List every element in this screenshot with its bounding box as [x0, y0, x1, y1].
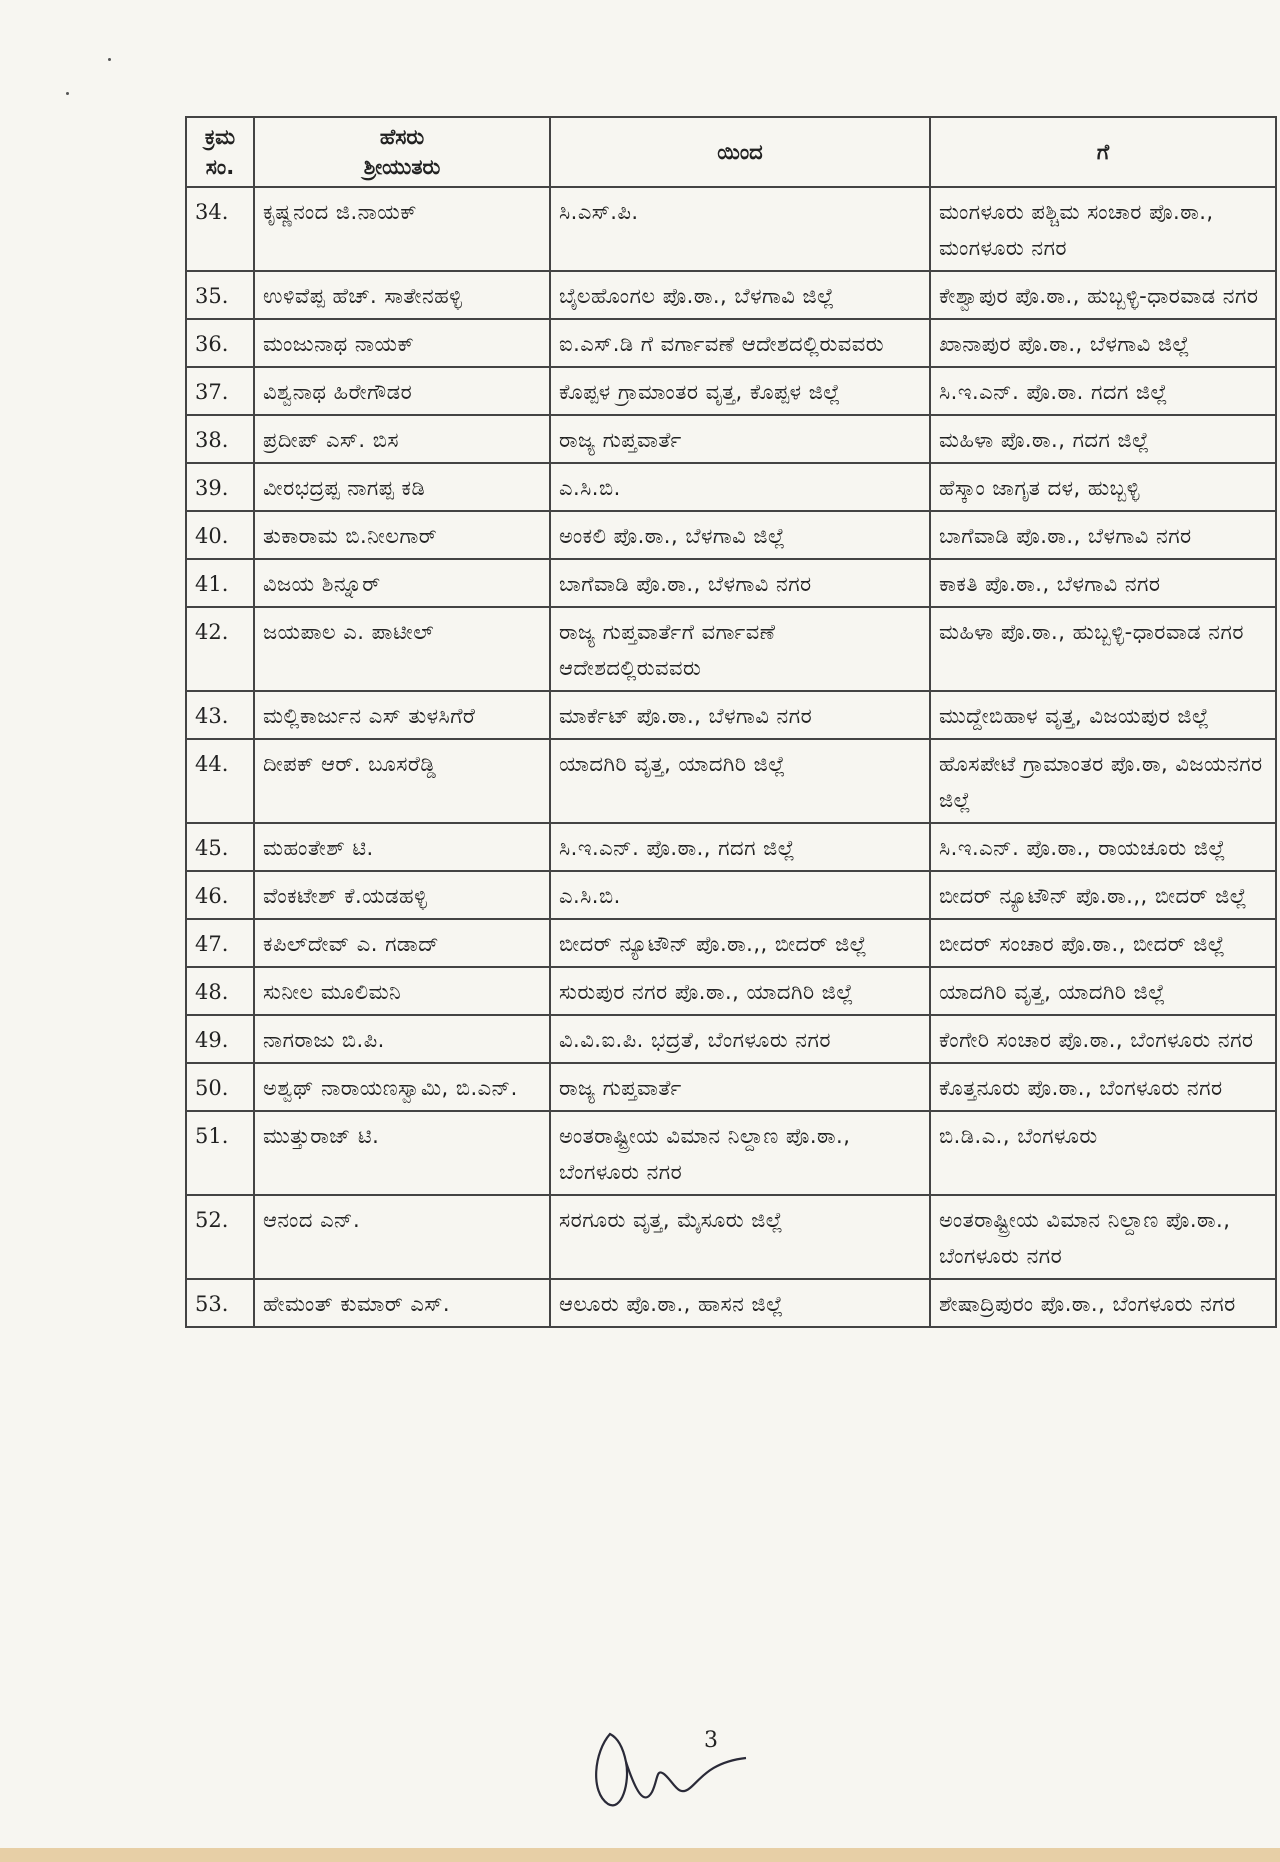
table-row: [186, 1063, 1276, 1111]
from-posting: ರಾಜ್ಯ ಗುಪ್ತವಾರ್ತೆ: [550, 415, 930, 463]
from-posting: ವಿ.ವಿ.ಐ.ಪಿ. ಭದ್ರತೆ, ಬೆಂಗಳೂರು ನಗರ: [550, 1015, 930, 1063]
serial-number: 53.: [186, 1279, 254, 1327]
from-posting: ಆಲೂರು ಪೊ.ಠಾ., ಹಾಸನ ಜಿಲ್ಲೆ: [550, 1279, 930, 1327]
table-row: [186, 919, 1276, 967]
serial-number: 44.: [186, 739, 254, 823]
serial-number: 51.: [186, 1111, 254, 1195]
table-row: [186, 415, 1276, 463]
table-row: [186, 463, 1276, 511]
table-row: [186, 1111, 1276, 1195]
table-row: [186, 271, 1276, 319]
transfer-table: [185, 116, 1277, 1328]
transfer-list: [185, 116, 1263, 1328]
table-row: [186, 1015, 1276, 1063]
table-row: [186, 739, 1276, 823]
from-posting: ರಾಜ್ಯ ಗುಪ್ತವಾರ್ತೆಗೆ ವರ್ಗಾವಣೆ ಆದೇಶದಲ್ಲಿರುವವರು: [550, 607, 930, 691]
officer-name: ಕೃಷ್ಣನಂದ ಜಿ.ನಾಯಕ್: [254, 187, 550, 271]
serial-number: 39.: [186, 463, 254, 511]
from-posting: ಮಾರ್ಕೆಟ್ ಪೊ.ಠಾ., ಬೆಳಗಾವಿ ನಗರ: [550, 691, 930, 739]
to-posting: ಮಹಿಳಾ ಪೊ.ಠಾ., ಹುಬ್ಬಳ್ಳಿ-ಧಾರವಾಡ ನಗರ: [930, 607, 1276, 691]
from-posting: ಯಾದಗಿರಿ ವೃತ್ತ, ಯಾದಗಿರಿ ಜಿಲ್ಲೆ: [550, 739, 930, 823]
from-posting: ಬಾಗೆವಾಡಿ ಪೊ.ಠಾ., ಬೆಳಗಾವಿ ನಗರ: [550, 559, 930, 607]
to-posting: ಕೊತ್ತನೂರು ಪೊ.ಠಾ., ಬೆಂಗಳೂರು ನಗರ: [930, 1063, 1276, 1111]
serial-number: 38.: [186, 415, 254, 463]
serial-number: 48.: [186, 967, 254, 1015]
to-posting: ಹೆಸ್ಕಾಂ ಜಾಗೃತ ದಳ, ಹುಬ್ಬಳ್ಳಿ: [930, 463, 1276, 511]
to-posting: ಕೆಂಗೇರಿ ಸಂಚಾರ ಪೊ.ಠಾ., ಬೆಂಗಳೂರು ನಗರ: [930, 1015, 1276, 1063]
serial-number: 47.: [186, 919, 254, 967]
from-posting: ಎ.ಸಿ.ಬಿ.: [550, 463, 930, 511]
serial-number: 52.: [186, 1195, 254, 1279]
serial-number: 40.: [186, 511, 254, 559]
to-posting: ಕಾಕತಿ ಪೊ.ಠಾ., ಬೆಳಗಾವಿ ನಗರ: [930, 559, 1276, 607]
header-name-line1: ಹೆಸರು: [379, 125, 425, 149]
header-serial-line2: ಸಂ.: [205, 155, 235, 179]
officer-name: ಕಪಿಲ್‌ದೇವ್ ಎ. ಗಡಾದ್: [254, 919, 550, 967]
serial-number: 35.: [186, 271, 254, 319]
to-posting: ಖಾನಾಪುರ ಪೊ.ಠಾ., ಬೆಳಗಾವಿ ಜಿಲ್ಲೆ: [930, 319, 1276, 367]
column-header-name: [254, 117, 550, 187]
officer-name: ನಾಗರಾಜು ಬಿ.ಪಿ.: [254, 1015, 550, 1063]
to-posting: ಮುದ್ದೇಬಿಹಾಳ ವೃತ್ತ, ವಿಜಯಪುರ ಜಿಲ್ಲೆ: [930, 691, 1276, 739]
serial-number: 37.: [186, 367, 254, 415]
officer-name: ವಿಶ್ವನಾಥ ಹಿರೇಗೌಡರ: [254, 367, 550, 415]
table-row: [186, 559, 1276, 607]
scan-speck: [66, 92, 69, 95]
officer-name: ಆನಂದ ಎನ್.: [254, 1195, 550, 1279]
from-posting: ಬೈಲಹೊಂಗಲ ಪೊ.ಠಾ., ಬೆಳಗಾವಿ ಜಿಲ್ಲೆ: [550, 271, 930, 319]
table-row: [186, 691, 1276, 739]
from-posting: ಎ.ಸಿ.ಬಿ.: [550, 871, 930, 919]
to-posting: ಸಿ.ಇ.ಎನ್. ಪೊ.ಠಾ. ಗದಗ ಜಿಲ್ಲೆ: [930, 367, 1276, 415]
serial-number: 34.: [186, 187, 254, 271]
to-posting: ಹೊಸಪೇಟೆ ಗ್ರಾಮಾಂತರ ಪೊ.ಠಾ, ವಿಜಯನಗರ ಜಿಲ್ಲೆ: [930, 739, 1276, 823]
column-header-from: ಯಿಂದ: [550, 117, 930, 187]
officer-name: ಮುತ್ತುರಾಜ್ ಟಿ.: [254, 1111, 550, 1195]
from-posting: ಕೊಪ್ಪಳ ಗ್ರಾಮಾಂತರ ವೃತ್ತ, ಕೊಪ್ಪಳ ಜಿಲ್ಲೆ: [550, 367, 930, 415]
table-row: [186, 1195, 1276, 1279]
table-row: [186, 823, 1276, 871]
serial-number: 49.: [186, 1015, 254, 1063]
table-row: [186, 187, 1276, 271]
to-posting: ಯಾದಗಿರಿ ವೃತ್ತ, ಯಾದಗಿರಿ ಜಿಲ್ಲೆ: [930, 967, 1276, 1015]
table-row: [186, 1279, 1276, 1327]
to-posting: ಮಂಗಳೂರು ಪಶ್ಚಿಮ ಸಂಚಾರ ಪೊ.ಠಾ., ಮಂಗಳೂರು ನಗರ: [930, 187, 1276, 271]
to-posting: ಕೇಶ್ವಾಪುರ ಪೊ.ಠಾ., ಹುಬ್ಬಳ್ಳಿ-ಧಾರವಾಡ ನಗರ: [930, 271, 1276, 319]
from-posting: ರಾಜ್ಯ ಗುಪ್ತವಾರ್ತೆ: [550, 1063, 930, 1111]
officer-name: ವಿಜಯ ಶಿನ್ನೂರ್: [254, 559, 550, 607]
table-row: [186, 871, 1276, 919]
serial-number: 46.: [186, 871, 254, 919]
table-row: [186, 607, 1276, 691]
header-serial-line1: ಕ್ರಮ: [204, 125, 236, 149]
to-posting: ಸಿ.ಇ.ಎನ್. ಪೊ.ಠಾ., ರಾಯಚೂರು ಜಿಲ್ಲೆ: [930, 823, 1276, 871]
from-posting: ಐ.ಎಸ್.ಡಿ ಗೆ ವರ್ಗಾವಣೆ ಆದೇಶದಲ್ಲಿರುವವರು: [550, 319, 930, 367]
to-posting: ಶೇಷಾದ್ರಿಪುರಂ ಪೊ.ಠಾ., ಬೆಂಗಳೂರು ನಗರ: [930, 1279, 1276, 1327]
officer-name: ಪ್ರದೀಪ್ ಎಸ್. ಬಿಸ: [254, 415, 550, 463]
officer-name: ಜಯಪಾಲ ಎ. ಪಾಟೀಲ್: [254, 607, 550, 691]
serial-number: 42.: [186, 607, 254, 691]
to-posting: ಬೀದರ್ ಸಂಚಾರ ಪೊ.ಠಾ., ಬೀದರ್ ಜಿಲ್ಲೆ: [930, 919, 1276, 967]
to-posting: ಬಾಗೆವಾಡಿ ಪೊ.ಠಾ., ಬೆಳಗಾವಿ ನಗರ: [930, 511, 1276, 559]
officer-name: ಹೇಮಂತ್ ಕುಮಾರ್ ಎಸ್.: [254, 1279, 550, 1327]
from-posting: ಸಿ.ಎಸ್.ಪಿ.: [550, 187, 930, 271]
from-posting: ಸುರುಪುರ ನಗರ ಪೊ.ಠಾ., ಯಾದಗಿರಿ ಜಿಲ್ಲೆ: [550, 967, 930, 1015]
serial-number: 45.: [186, 823, 254, 871]
serial-number: 41.: [186, 559, 254, 607]
from-posting: ಸಿ.ಇ.ಎನ್. ಪೊ.ಠಾ., ಗದಗ ಜಿಲ್ಲೆ: [550, 823, 930, 871]
from-posting: ಸರಗೂರು ವೃತ್ತ, ಮೈಸೂರು ಜಿಲ್ಲೆ: [550, 1195, 930, 1279]
from-posting: ಅಂತರಾಷ್ಟ್ರೀಯ ವಿಮಾನ ನಿಲ್ದಾಣ ಪೊ.ಠಾ., ಬೆಂಗಳೂರು ನಗರ: [550, 1111, 930, 1195]
table-row: [186, 319, 1276, 367]
officer-name: ಉಳಿವೆಪ್ಪ ಹೆಚ್. ಸಾತೇನಹಳ್ಳಿ: [254, 271, 550, 319]
officer-name: ವೀರಭದ್ರಪ್ಪ ನಾಗಪ್ಪ ಕಡಿ: [254, 463, 550, 511]
serial-number: 43.: [186, 691, 254, 739]
header-name-line2: ಶ್ರೀಯುತರು: [363, 155, 441, 179]
serial-number: 36.: [186, 319, 254, 367]
signature: [586, 1722, 756, 1812]
scan-speck: [108, 58, 111, 61]
paper-bottom-edge: [0, 1848, 1280, 1862]
column-header-to: ಗೆ: [930, 117, 1276, 187]
to-posting: ಅಂತರಾಷ್ಟ್ರೀಯ ವಿಮಾನ ನಿಲ್ದಾಣ ಪೊ.ಠಾ., ಬೆಂಗಳೂರು ನಗರ: [930, 1195, 1276, 1279]
officer-name: ವೆಂಕಟೇಶ್ ಕೆ.ಯಡಹಳ್ಳಿ: [254, 871, 550, 919]
from-posting: ಬೀದರ್ ನ್ಯೂಟೌನ್ ಪೊ.ಠಾ.,, ಬೀದರ್ ಜಿಲ್ಲೆ: [550, 919, 930, 967]
to-posting: ಬಿ.ಡಿ.ಎ., ಬೆಂಗಳೂರು: [930, 1111, 1276, 1195]
officer-name: ಸುನೀಲ ಮೂಲಿಮನಿ: [254, 967, 550, 1015]
table-row: [186, 367, 1276, 415]
officer-name: ಮಲ್ಲಿಕಾರ್ಜುನ ಎಸ್ ತುಳಸಿಗೆರೆ: [254, 691, 550, 739]
column-header-serial: [186, 117, 254, 187]
from-posting: ಅಂಕಲಿ ಪೊ.ಠಾ., ಬೆಳಗಾವಿ ಜಿಲ್ಲೆ: [550, 511, 930, 559]
page-number: 3: [704, 1728, 718, 1753]
officer-name: ಮಹಂತೇಶ್ ಟಿ.: [254, 823, 550, 871]
to-posting: ಬೀದರ್ ನ್ಯೂಟೌನ್ ಪೊ.ಠಾ.,, ಬೀದರ್ ಜಿಲ್ಲೆ: [930, 871, 1276, 919]
to-posting: ಮಹಿಳಾ ಪೊ.ಠಾ., ಗದಗ ಜಿಲ್ಲೆ: [930, 415, 1276, 463]
officer-name: ಅಶ್ವಥ್ ನಾರಾಯಣಸ್ವಾಮಿ, ಬಿ.ಎನ್.: [254, 1063, 550, 1111]
officer-name: ತುಕಾರಾಮ ಬಿ.ನೀಲಗಾರ್: [254, 511, 550, 559]
officer-name: ದೀಪಕ್ ಆರ್. ಬೂಸರೆಡ್ಡಿ: [254, 739, 550, 823]
table-header-row: [186, 117, 1276, 187]
table-row: [186, 511, 1276, 559]
officer-name: ಮಂಜುನಾಥ ನಾಯಕ್: [254, 319, 550, 367]
serial-number: 50.: [186, 1063, 254, 1111]
table-row: [186, 967, 1276, 1015]
table-body: [186, 187, 1276, 1327]
